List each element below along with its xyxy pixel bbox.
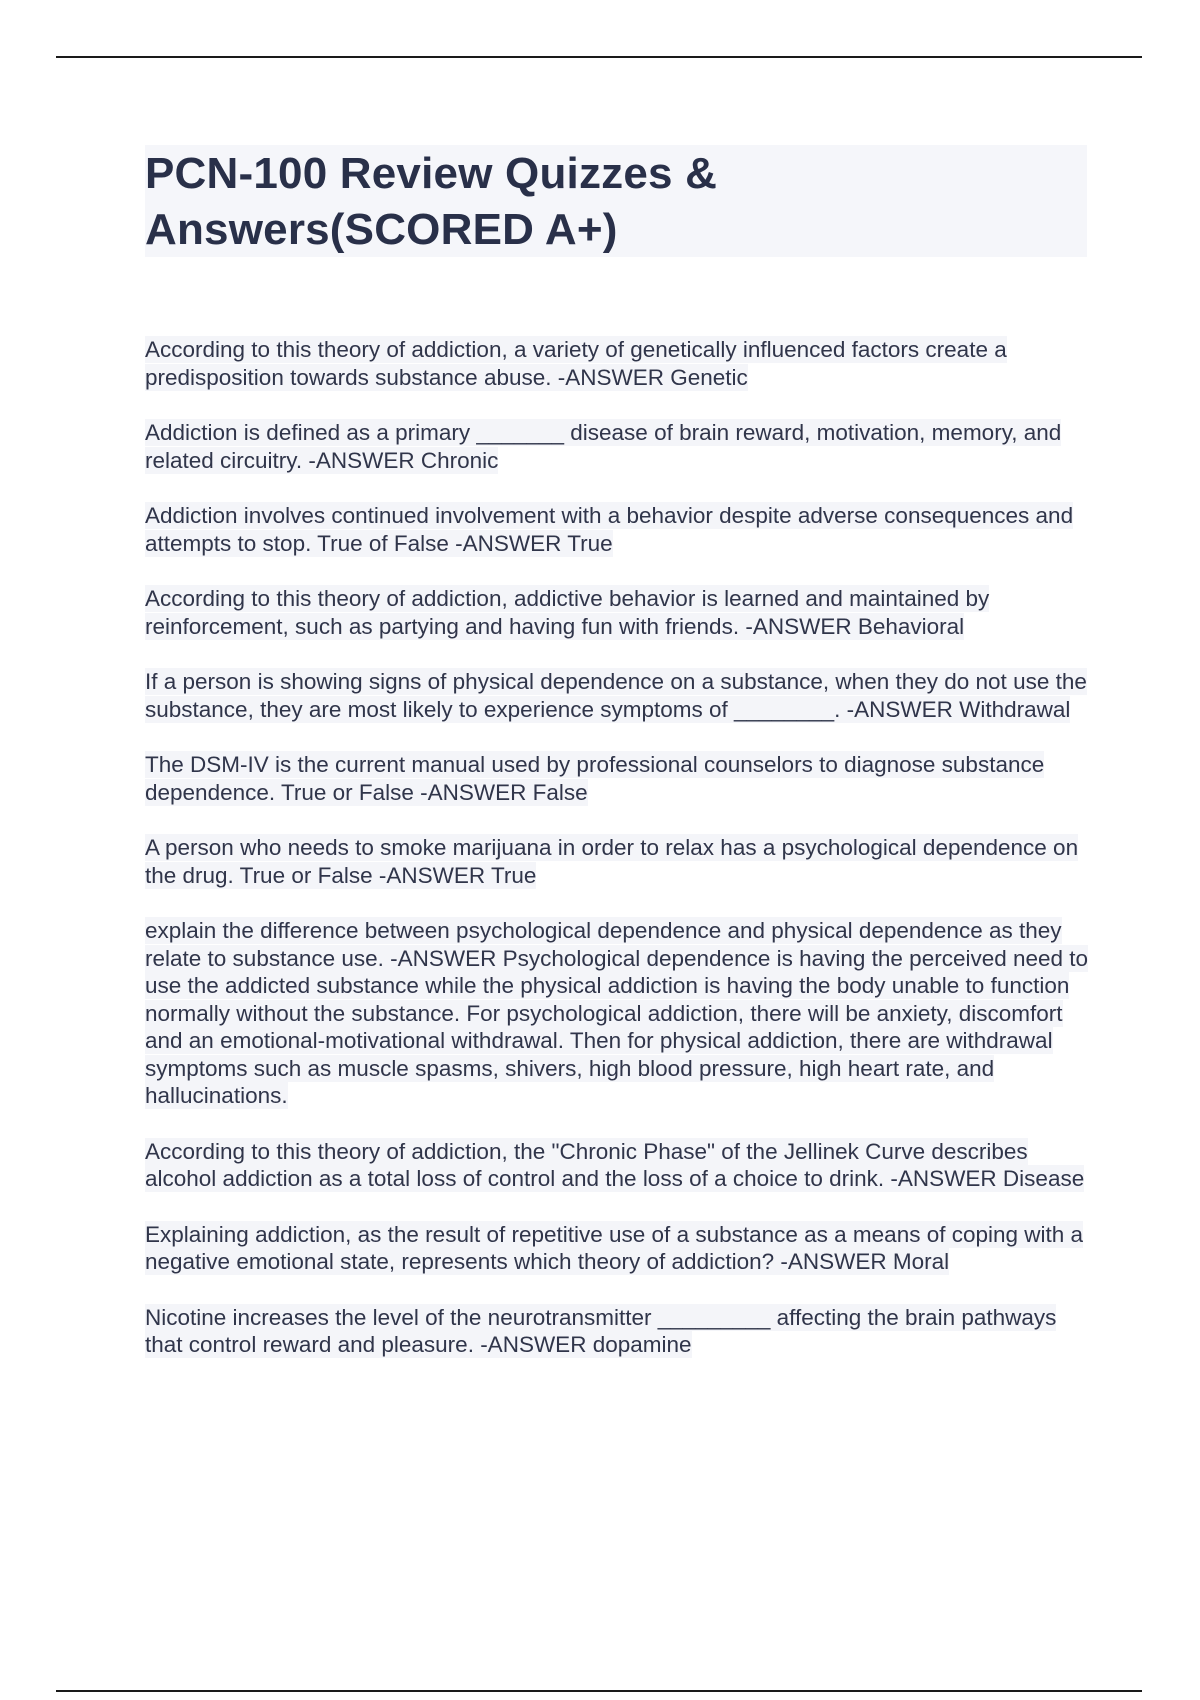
qa-item (145, 1138, 1095, 1193)
top-rule (56, 56, 1142, 58)
qa-list (145, 336, 1095, 1387)
qa-item (145, 1304, 1095, 1359)
qa-item (145, 917, 1095, 1110)
qa-item-text: Addiction involves continued involvement with a behavior despite adverse consequences and attempts to stop. True of False -ANSWER True (145, 503, 1074, 556)
qa-item-text: According to this theory of addiction, the "Chronic Phase" of the Jellinek Curve describes alcohol addiction as a total loss of control and the loss of a choice to drink. -ANSWER Disease (145, 1138, 1085, 1191)
qa-item-text: According to this theory of addiction, addictive behavior is learned and maintained by reinforcement, such as partying and having fun with friends. -ANSWER Behavioral (145, 586, 990, 639)
qa-item (145, 502, 1095, 557)
qa-item-text: According to this theory of addiction, a variety of genetically influenced factors create a predisposition towards substance abuse. -ANSWER Genetic (145, 337, 1007, 390)
qa-item-text: A person who needs to smoke marijuana in order to relax has a psychological dependence on the drug. True or False -ANSWER True (145, 835, 1079, 888)
bottom-rule (56, 1690, 1142, 1692)
qa-item (145, 1221, 1095, 1276)
qa-item (145, 585, 1095, 640)
qa-item-text: The DSM-IV is the current manual used by professional counselors to diagnose substance dependence. True or False -ANSWER False (145, 752, 1045, 805)
qa-item (145, 751, 1095, 806)
qa-item-text: If a person is showing signs of physical dependence on a substance, when they do not use the substance, they are most likely to experience symptoms of ________. -ANSWER Withdrawal (145, 669, 1087, 722)
qa-item-text: Nicotine increases the level of the neurotransmitter _________ affecting the brain pathways that control reward and pleasure. -ANSWER dopamine (145, 1304, 1057, 1357)
qa-item (145, 834, 1095, 889)
qa-item (145, 419, 1095, 474)
qa-item (145, 336, 1095, 391)
qa-item-text: Explaining addiction, as the result of repetitive use of a substance as a means of coping with a negative emotional state, represents which theory of addiction? -ANSWER Moral (145, 1221, 1084, 1274)
qa-item (145, 668, 1095, 723)
qa-item-text: Addiction is defined as a primary _______ disease of brain reward, motivation, memory, and related circuitry. -ANSWER Chronic (145, 420, 1062, 473)
document-title: PCN-100 Review Quizzes & Answers(SCORED A+) (145, 149, 718, 254)
qa-item-text: explain the difference between psychological dependence and physical dependence as they relate to substance use. -ANSWER Psychological dependence is having the perceived need to use the addicted substance while the physical addiction is having the body unable to function normally without the substance. For psychological addiction, there will be anxiety, discomfort and an emotional-motivational withdrawal. Then for physical addiction, there are withdrawal symptoms such as muscle spasms, shivers, high blood pressure, high heart rate, and hallucinations. (145, 918, 1089, 1108)
